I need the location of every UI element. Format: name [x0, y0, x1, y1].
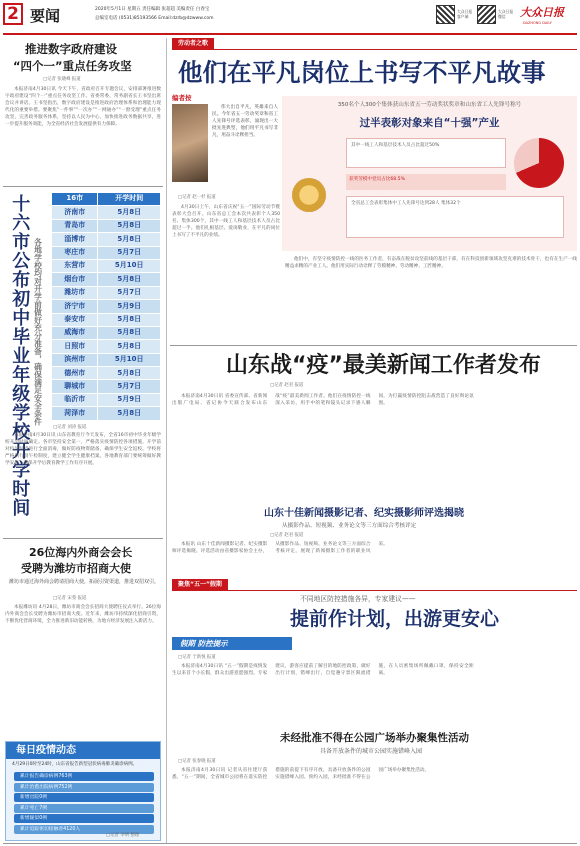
- date-cell: 5月8日: [98, 340, 161, 353]
- labor-body-right: 他们中，有坚守疫情防控一线的医务工作者，有奋战在脱贫攻坚前线的基层干部，有在科技创新领域攻坚克难的技术骨干，也有在生产一线精益求精的产业工人。他们用实际行动诠释了劳模精神、劳动精神、工匠精神。: [285, 257, 577, 269]
- table-row: [52, 259, 161, 272]
- date-line: 2020年5月1日 星期五 责任编辑 张超超 美编责任 白春宝: [95, 7, 210, 12]
- city-cell: 济宁市: [52, 300, 98, 313]
- labor-tag: [172, 38, 214, 49]
- infographic-title: 过半表彰对象来自“十强”产业: [359, 117, 500, 129]
- date-cell: 5月8日: [98, 233, 161, 246]
- infographic-stat-c: [346, 196, 564, 238]
- schools-title: 十六市公布初中毕业年级学校开学时间: [9, 194, 31, 517]
- editor-note: 伟大出自平凡，英雄来自人民。今年省五一劳动奖章和省工人先锋号评选表彰，涌现出一大批先进典型，他们用平凡书写非凡，用奋斗诠释担当。: [212, 105, 278, 138]
- holiday-tip-label: 假期 防控提示: [180, 639, 228, 648]
- labor-body-left: 4月30日上午，山东省庆祝“五一”国际劳动节暨表彰大会召开。山东省总工会本次共表彰个人350名、集体300个，其中一线工人和基层技术人员占比超过一半。他们扎根基层、爱岗敬业，在平凡的岗位上书写了不平凡的业绩。: [172, 205, 280, 238]
- epidemic-stat: 累计追踪密切接触者4120人: [14, 825, 154, 834]
- schools-subtitle: 各地学校均对开学前做好充分准备，确保满足安全条件: [33, 238, 43, 426]
- epidemic-stat: 新增出院0例: [14, 793, 154, 802]
- weifang-rule: [3, 538, 163, 539]
- epidemic-stat: 累计死亡7例: [14, 804, 154, 813]
- city-cell: 聊城市: [52, 380, 98, 393]
- epidemic-line: 4月29日0时至24时，山东省报告新型冠状病毒肺炎确诊病例。: [12, 762, 138, 767]
- holiday-kicker: 不同地区防控措施各异，专家建议——: [300, 595, 416, 603]
- holiday-body-2: 本报济南4月30日讯 记者从省住建厅获悉，“五一”期间，全省城市公园将在落实防控措施的前提下有序开放，具备开放条件的公园实施错峰入园、预约入园，未经批准不得在公园广场举办聚集性活动。: [172, 768, 430, 780]
- award-byline: □记者 赵君 报道: [270, 383, 304, 388]
- article-digital-body: 本报济南4月30日讯 今天下午，省政府召开专题会议，安排部署推进数字政府建设“四个一”重点任务攻坚工作。省委常委、常务副省长王书坚出席会议并讲话。王书坚指出，数字政府建设是推进政府治理体系和治理能力现代化的重要举措。要聚焦“一件事”“一次办”“一网通办”“一窗受理”重点任务攻坚，完善政务服务体系，坚持以人民为中心，加快推进政务数据共享，进一步提升服务效能，为全省经济社会发展提供有力保障。: [5, 87, 161, 127]
- table-header-cell: 开学时间: [98, 193, 161, 206]
- labor-section: [170, 38, 577, 343]
- award-rule: [170, 345, 577, 346]
- article-digital-byline: □记者 张晓峰 报道: [43, 77, 81, 82]
- award-byline-2: □记者 赵君 报道: [270, 533, 304, 538]
- city-cell: 烟台市: [52, 273, 98, 286]
- date-cell: 5月7日: [98, 286, 161, 299]
- city-cell: 东营市: [52, 259, 98, 272]
- holiday-body: 本报济南4月30日讯 “五一”假期是疫情发生以来首个小长假，群众出游意愿强烈。专家建议，游客应提前了解目的地防控政策，做好出行计划，错峰出行，自觉遵守景区限流措施，在人员密集场所佩戴口罩，保持安全距离。: [172, 664, 474, 676]
- editor-note-label-text: 编者按: [172, 94, 192, 102]
- stat-a-text: 其中一线工人和基层技术人员占比超过50%: [351, 143, 440, 148]
- qr-label-wechat: 大众日报微信: [498, 9, 514, 20]
- table-header-row: [52, 193, 161, 206]
- city-cell: 菏泽市: [52, 407, 98, 420]
- city-cell: 临沂市: [52, 393, 98, 406]
- city-cell: 淄博市: [52, 233, 98, 246]
- bottom-rule: [3, 843, 577, 844]
- qr-code-app: [436, 5, 455, 24]
- epidemic-box: [5, 741, 161, 841]
- holiday-tip-banner: [172, 637, 292, 650]
- date-cell: 5月9日: [98, 393, 161, 406]
- epidemic-stat: 累计治愈出院病例752例: [14, 783, 154, 792]
- infographic: [282, 96, 577, 251]
- city-cell: 泰安市: [52, 313, 98, 326]
- date-cell: 5月8日: [98, 313, 161, 326]
- stat-c-text: 全省总工会表彰集体中工人先锋号达到28人 集体32个: [351, 201, 461, 206]
- epidemic-title: 每日疫情动态: [6, 742, 160, 759]
- date-cell: 5月8日: [98, 326, 161, 339]
- city-cell: 青岛市: [52, 219, 98, 232]
- labor-main-title: 他们在平凡岗位上书写不平凡故事: [178, 58, 546, 87]
- holiday-tag-line: [172, 590, 577, 591]
- table-row: [52, 246, 161, 259]
- city-cell: 潍坊市: [52, 286, 98, 299]
- city-cell: 滨州市: [52, 353, 98, 366]
- infographic-intro: 350名个人300个集体获山东省五一劳动奖状奖章和山东省工人先锋号称号: [337, 102, 522, 108]
- table-row: [52, 219, 161, 232]
- award-subtitle: 山东十佳新闻摄影记者、纪实摄影师评选揭晓: [264, 508, 464, 519]
- qr-label-app: 大众日报客户端: [457, 9, 473, 20]
- date-cell: 5月8日: [98, 407, 161, 420]
- column-divider: [166, 38, 167, 843]
- editor-note-label: [172, 94, 192, 103]
- table-row: [52, 380, 161, 393]
- page-header: [0, 0, 580, 36]
- holiday-tag: [172, 579, 228, 590]
- schools-body: 本报济南4月30日讯 山东省教育厅今天发布，全省16市初中毕业年级学校开学时间确定。各市坚持安全第一，严格落实疫情防控各项措施，开学前对校园环境进行全面消毒，做好防疫物资储备，确保学生安全返校。学校将严格执行晨午检制度，建立健全学生健康档案。各地教育部门要统筹做好教学安排，确保开学后教育教学工作有序开展。: [5, 433, 161, 466]
- table-row: [52, 206, 161, 219]
- holiday-byline-2: □记者 张春晓 报道: [178, 759, 216, 764]
- schedule-table: [51, 192, 161, 421]
- contact-line: 总编室电话 (0531)85193566 Email:dzrb@dzwww.com: [95, 16, 214, 21]
- award-section: [170, 345, 577, 577]
- city-cell: 德州市: [52, 367, 98, 380]
- section-name: 要闻: [30, 7, 61, 25]
- award-sub2: 从摄影作品、短视频、业务论文等三方面综合考核评定: [282, 523, 417, 529]
- table-row: [52, 313, 161, 326]
- table-row: [52, 286, 161, 299]
- holiday-byline: □记者 于新悦 报道: [178, 655, 216, 660]
- infographic-circle: [514, 138, 564, 188]
- epidemic-stat: 新增疑似0例: [14, 814, 154, 823]
- table-row: [52, 300, 161, 313]
- date-cell: 5月8日: [98, 273, 161, 286]
- table-row: [52, 367, 161, 380]
- schools-byline: □记者 刘涛 报道: [53, 425, 87, 430]
- date-cell: 5月10日: [98, 259, 161, 272]
- article-digital-title-2: “四个一”重点任务攻坚: [13, 59, 132, 73]
- city-cell: 日照市: [52, 340, 98, 353]
- page-number: 2: [3, 3, 23, 25]
- article-digital-title-1: 推进数字政府建设: [25, 42, 117, 56]
- holiday-tag-label: 聚焦“五一”假期: [178, 581, 222, 588]
- weifang-intro: 潍坊市通过海外商会聘请招商大使，拓展引资渠道，推进双招双引。: [9, 579, 160, 585]
- masthead-sub: DAZHONG DAILY: [523, 21, 552, 25]
- city-cell: 威海市: [52, 326, 98, 339]
- table-row: [52, 393, 161, 406]
- date-cell: 5月8日: [98, 367, 161, 380]
- holiday-sub-title: 未经批准不得在公园广场举办聚集性活动: [280, 732, 469, 744]
- epidemic-stats: [14, 772, 154, 835]
- date-cell: 5月9日: [98, 300, 161, 313]
- table-row: [52, 340, 161, 353]
- labor-tag-label: 劳动者之歌: [178, 40, 209, 47]
- qr-code-wechat: [477, 5, 496, 24]
- infographic-stat-b: [346, 174, 506, 190]
- holiday-section: [170, 579, 577, 843]
- labor-byline: □记者 赵一杉 报道: [178, 195, 216, 200]
- header-rule: [3, 33, 577, 35]
- holiday-title: 提前作计划，出游更安心: [290, 608, 500, 630]
- weifang-byline: □记者 宋弢 报道: [53, 596, 87, 601]
- epidemic-footer: □记者 李明 整理: [106, 833, 140, 838]
- weifang-title-2: 受聘为潍坊市招商大使: [21, 562, 131, 575]
- weifang-body: 本报潍坊讯 4月28日，潍坊市商会会长招商大使聘任仪式举行。26位海内外商会会长受聘为潍坊市招商大使。近年来，潍坊市持续深化招商引资，不断优化营商环境，全力推进新旧动能转换，为地方经济发展注入新活力。: [5, 605, 161, 624]
- weifang-title-1: 26位海内外商会会长: [29, 546, 133, 559]
- table-row: [52, 326, 161, 339]
- table-row: [52, 353, 161, 366]
- date-cell: 5月8日: [98, 206, 161, 219]
- date-cell: 5月8日: [98, 219, 161, 232]
- award-body: 本报济南4月30日讯 省委宣传部、省新闻出版广电局、省记协今天联合发布山东战“疫”最美新闻工作者。他们在疫情防控一线深入采访，用手中的笔和镜头记录下感人瞬间，为打赢疫情防控阻击战营造了良好舆论氛围。: [172, 394, 474, 406]
- stat-b-text: 获奖劳模中党员占比68.5%: [349, 177, 405, 182]
- award-body-2: 本报讯 山东十佳新闻摄影记者、纪实摄影师评选揭晓。评选活动由省摄影家协会主办，从摄影作品、短视频、业务论文等三方面综合考核评定，展现了新闻摄影工作者的职业风采。: [172, 542, 388, 554]
- table-row: [52, 233, 161, 246]
- epidemic-stat: 累计报告确诊病例763例: [14, 772, 154, 781]
- infographic-stat-a: [346, 138, 506, 168]
- infographic-medal: [292, 178, 326, 212]
- schools-rule: [3, 186, 163, 187]
- city-cell: 济南市: [52, 206, 98, 219]
- date-cell: 5月7日: [98, 380, 161, 393]
- left-column: [3, 38, 163, 843]
- table-row: [52, 273, 161, 286]
- date-cell: 5月7日: [98, 246, 161, 259]
- city-cell: 枣庄市: [52, 246, 98, 259]
- table-header-cell: 16市: [52, 193, 98, 206]
- date-cell: 5月10日: [98, 353, 161, 366]
- labor-tag-line: [172, 49, 577, 50]
- holiday-sub-kicker: 具备开放条件的城市公园实施错峰入园: [320, 748, 423, 755]
- masthead: 大众日报: [520, 6, 564, 19]
- labor-photo: [172, 104, 208, 182]
- award-title: 山东战“疫”最美新闻工作者发布: [226, 353, 541, 378]
- table-row: [52, 407, 161, 420]
